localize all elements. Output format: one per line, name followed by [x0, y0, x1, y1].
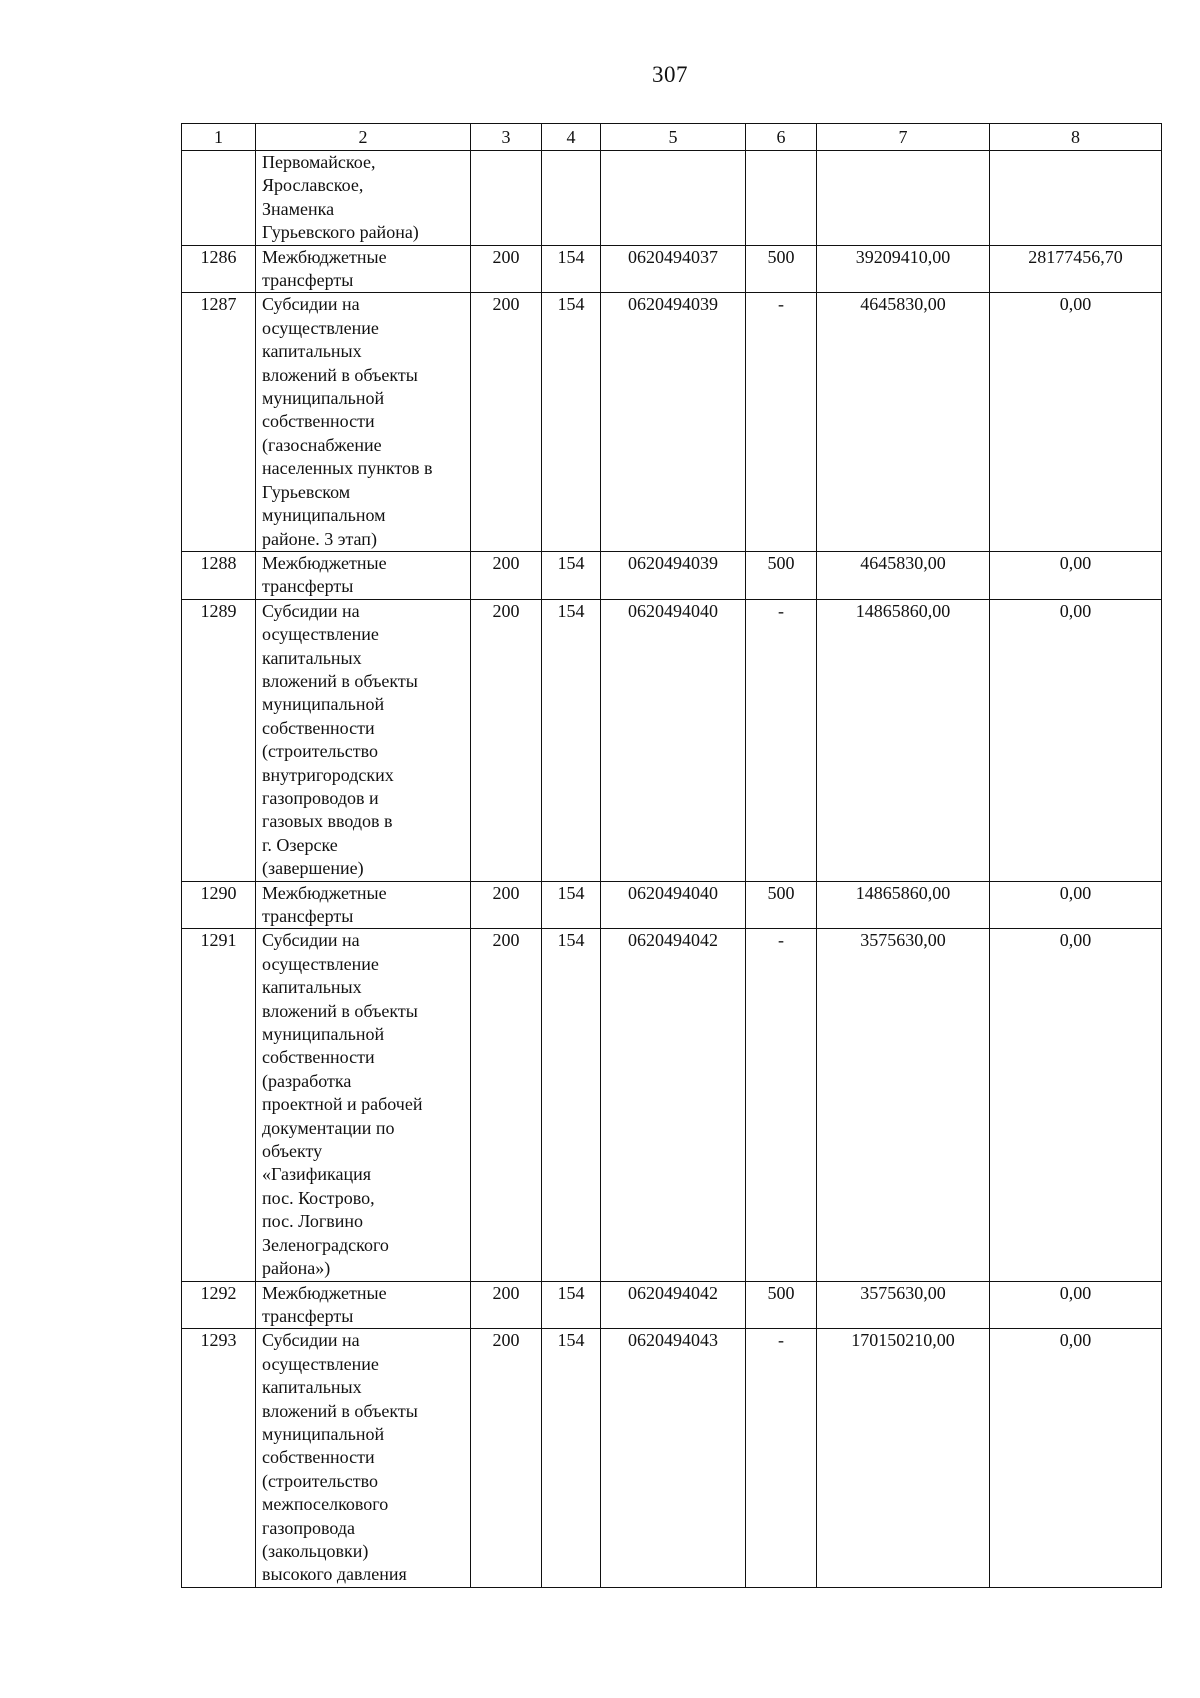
description-line: (разработка	[262, 1070, 352, 1091]
row-description	[256, 293, 471, 551]
description-line: (строительство	[262, 741, 378, 762]
column-header: 6	[746, 124, 817, 151]
amount2-value: 0,00	[990, 551, 1162, 599]
row-number: 1293	[182, 1329, 256, 1587]
amount-value: 4645830,00	[817, 293, 990, 551]
col3-value: 200	[471, 1329, 542, 1587]
col4-value: 154	[542, 293, 601, 551]
amount2-value: 0,00	[990, 1281, 1162, 1329]
table-row	[182, 881, 1162, 929]
description-line: собственности	[262, 1447, 375, 1468]
description-line: муниципальной	[262, 1423, 385, 1444]
code-value: 0620494043	[601, 1329, 746, 1587]
col4-value: 154	[542, 1329, 601, 1587]
description-line: муниципальной	[262, 694, 385, 715]
page-number: 307	[652, 62, 688, 87]
description-line: высокого давления	[262, 1564, 407, 1585]
row-description	[256, 1281, 471, 1329]
description-line: населенных пунктов в	[262, 458, 433, 479]
row-description	[256, 929, 471, 1281]
description-line: капитальных	[262, 1377, 362, 1398]
description-line: Субсидии на	[262, 1330, 360, 1351]
description-line: г. Озерске	[262, 834, 338, 855]
description-line: осуществление	[262, 953, 379, 974]
description-line: собственности	[262, 411, 375, 432]
description-line: муниципальном	[262, 505, 386, 526]
row-description	[256, 551, 471, 599]
col3-value: 200	[471, 245, 542, 293]
amount2-value: 0,00	[990, 1329, 1162, 1587]
description-line: собственности	[262, 1047, 375, 1068]
type-value: -	[746, 599, 817, 881]
description-line: трансферты	[262, 906, 354, 926]
description-line: района»)	[262, 1258, 331, 1279]
description-line: документации по	[262, 1117, 395, 1138]
row-number: 1286	[182, 245, 256, 293]
description-line: Первомайское,	[262, 152, 376, 172]
type-value: 500	[746, 551, 817, 599]
description-line: (строительство	[262, 1470, 378, 1491]
description-line: проектной и рабочей	[262, 1094, 423, 1115]
type-value: -	[746, 293, 817, 551]
code-value: 0620494042	[601, 929, 746, 1281]
row-description	[256, 151, 471, 246]
type-value	[746, 151, 817, 246]
col3-value	[471, 151, 542, 246]
amount2-value: 28177456,70	[990, 245, 1162, 293]
description-line: Межбюджетные	[262, 882, 387, 903]
col3-value: 200	[471, 881, 542, 929]
column-header: 3	[471, 124, 542, 151]
col3-value: 200	[471, 551, 542, 599]
row-description	[256, 245, 471, 293]
amount-value: 39209410,00	[817, 245, 990, 293]
description-line: газовых вводов в	[262, 811, 393, 832]
description-line: трансферты	[262, 270, 354, 291]
description-line: Гурьевском	[262, 481, 351, 502]
amount-value: 14865860,00	[817, 881, 990, 929]
description-line: вложений в объекты	[262, 364, 418, 385]
amount-value: 14865860,00	[817, 599, 990, 881]
description-line: газопроводов и	[262, 787, 379, 808]
description-line: собственности	[262, 717, 375, 738]
table-row	[182, 929, 1162, 1281]
description-line: Зеленоградского	[262, 1234, 389, 1255]
description-line: муниципальной	[262, 1024, 385, 1045]
column-header: 7	[817, 124, 990, 151]
description-line: Ярославское,	[262, 175, 364, 196]
amount2-value	[990, 151, 1162, 246]
description-line: (закольцовки)	[262, 1540, 369, 1561]
col4-value: 154	[542, 245, 601, 293]
description-line: вложений в объекты	[262, 670, 418, 691]
description-line: Субсидии на	[262, 294, 360, 315]
type-value: 500	[746, 245, 817, 293]
row-description	[256, 1329, 471, 1587]
col4-value: 154	[542, 929, 601, 1281]
table-row	[182, 1329, 1162, 1587]
amount2-value: 0,00	[990, 293, 1162, 551]
code-value: 0620494042	[601, 1281, 746, 1329]
row-number: 1292	[182, 1281, 256, 1329]
column-header: 5	[601, 124, 746, 151]
description-line: районе. 3 этап)	[262, 528, 377, 549]
type-value: -	[746, 929, 817, 1281]
description-line: осуществление	[262, 1353, 379, 1374]
row-number	[182, 151, 256, 246]
table-row	[182, 151, 1162, 246]
column-header: 1	[182, 124, 256, 151]
table-row	[182, 245, 1162, 293]
col3-value: 200	[471, 293, 542, 551]
amount-value: 3575630,00	[817, 1281, 990, 1329]
amount2-value: 0,00	[990, 881, 1162, 929]
amount-value: 4645830,00	[817, 551, 990, 599]
code-value: 0620494039	[601, 293, 746, 551]
description-line: Гурьевского района)	[262, 222, 419, 243]
description-line: муниципальной	[262, 388, 385, 409]
code-value: 0620494040	[601, 881, 746, 929]
col3-value: 200	[471, 1281, 542, 1329]
description-line: Субсидии на	[262, 930, 360, 951]
description-line: осуществление	[262, 624, 379, 645]
row-number: 1288	[182, 551, 256, 599]
description-line: капитальных	[262, 341, 362, 362]
col3-value: 200	[471, 929, 542, 1281]
description-line: капитальных	[262, 647, 362, 668]
description-line: внутригородских	[262, 764, 394, 785]
row-description	[256, 599, 471, 881]
description-line: пос. Логвино	[262, 1211, 363, 1232]
amount2-value: 0,00	[990, 599, 1162, 881]
amount-value	[817, 151, 990, 246]
description-line: объекту	[262, 1141, 323, 1162]
type-value: 500	[746, 881, 817, 929]
row-description	[256, 881, 471, 929]
table-row	[182, 1281, 1162, 1329]
row-number: 1290	[182, 881, 256, 929]
amount-value: 3575630,00	[817, 929, 990, 1281]
code-value: 0620494040	[601, 599, 746, 881]
description-line: Межбюджетные	[262, 552, 387, 573]
column-header: 8	[990, 124, 1162, 151]
description-line: вложений в объекты	[262, 1000, 418, 1021]
description-line: (завершение)	[262, 858, 364, 879]
description-line: (газоснабжение	[262, 434, 382, 455]
col4-value: 154	[542, 1281, 601, 1329]
description-line: вложений в объекты	[262, 1400, 418, 1421]
description-line: «Газификация	[262, 1164, 371, 1185]
column-header: 4	[542, 124, 601, 151]
col4-value	[542, 151, 601, 246]
type-value: -	[746, 1329, 817, 1587]
description-line: капитальных	[262, 977, 362, 998]
row-number: 1287	[182, 293, 256, 551]
table-row	[182, 551, 1162, 599]
amount2-value: 0,00	[990, 929, 1162, 1281]
column-header: 2	[256, 124, 471, 151]
table-header-row	[182, 124, 1162, 151]
row-number: 1289	[182, 599, 256, 881]
description-line: Субсидии на	[262, 600, 360, 621]
description-line: трансферты	[262, 1305, 354, 1326]
col4-value: 154	[542, 881, 601, 929]
code-value: 0620494039	[601, 551, 746, 599]
budget-table	[181, 123, 1162, 1588]
table-row	[182, 599, 1162, 881]
type-value: 500	[746, 1281, 817, 1329]
code-value	[601, 151, 746, 246]
description-line: Межбюджетные	[262, 246, 387, 267]
description-line: осуществление	[262, 317, 379, 338]
table-row	[182, 293, 1162, 551]
description-line: межпоселкового	[262, 1494, 389, 1515]
description-line: пос. Кострово,	[262, 1187, 375, 1208]
code-value: 0620494037	[601, 245, 746, 293]
description-line: трансферты	[262, 576, 354, 597]
description-line: Знаменка	[262, 198, 335, 219]
col4-value: 154	[542, 551, 601, 599]
col4-value: 154	[542, 599, 601, 881]
col3-value: 200	[471, 599, 542, 881]
description-line: газопровода	[262, 1517, 356, 1538]
row-number: 1291	[182, 929, 256, 1281]
amount-value: 170150210,00	[817, 1329, 990, 1587]
description-line: Межбюджетные	[262, 1282, 387, 1303]
